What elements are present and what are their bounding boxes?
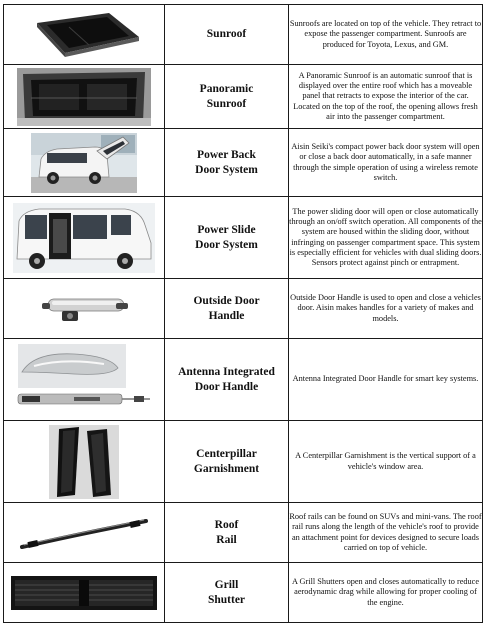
part-name xyxy=(165,129,289,197)
table-row xyxy=(4,563,483,623)
part-description-text: A Grill Shutters open and closes automatically to reduce aerodynamic drag while allowing for proper cooling of the engine. xyxy=(291,577,480,607)
part-description-text: Sunroofs are located on top of the vehicle. They retract to expose the passenger compartment. Sunroofs are produced for Toyota, Lexus, and GM. xyxy=(289,19,482,49)
part-description-text: Outside Door Handle is used to open and close a vehicles door. Aisin makes handles for a variety of makes and models. xyxy=(290,293,481,323)
sunroof-photo-cell xyxy=(4,5,165,65)
part-description-text: Antenna Integrated Door Handle for smart key systems. xyxy=(292,374,479,384)
part-name-line: Rail xyxy=(216,533,237,546)
part-name-line: Shutter xyxy=(207,593,246,606)
outside-door-handle-photo-cell xyxy=(4,279,165,339)
part-description xyxy=(289,65,483,129)
antenna-door-handle-photo-icon xyxy=(14,344,154,416)
part-name-line: Antenna Integrated xyxy=(178,365,275,378)
part-name-line: Roof xyxy=(214,518,239,531)
roof-rail-photo-icon xyxy=(14,513,154,553)
part-name-line: Panoramic xyxy=(199,82,254,95)
part-description xyxy=(289,5,483,65)
part-description-text: Aisin Seiki's compact power back door system will open or close a back door automatically, in a safe manner through the simple operation of using a wireless remote switch. xyxy=(291,141,480,182)
part-name-line: Sunroof xyxy=(206,28,247,40)
parts-table xyxy=(3,4,483,623)
part-name xyxy=(165,65,289,129)
roof-rail-photo-cell xyxy=(4,503,165,563)
part-description xyxy=(289,421,483,503)
table-row xyxy=(4,503,483,563)
part-name-line: Sunroof xyxy=(206,97,247,110)
part-name-line: Handle xyxy=(208,309,245,322)
table-row xyxy=(4,339,483,421)
part-name xyxy=(165,563,289,623)
part-name-line: Centerpillar xyxy=(196,447,257,460)
part-name-line: Door Handle xyxy=(194,380,259,393)
part-description-text: A Centerpillar Garnishment is the vertical support of a vehicle's window area. xyxy=(295,451,476,471)
power-slide-door-photo-cell xyxy=(4,197,165,279)
panoramic-sunroof-photo-icon xyxy=(17,68,151,126)
table-row xyxy=(4,129,483,197)
table-row xyxy=(4,5,483,65)
table-row xyxy=(4,421,483,503)
power-slide-door-photo-icon xyxy=(13,203,155,273)
panoramic-sunroof-photo-cell xyxy=(4,65,165,129)
part-name xyxy=(165,421,289,503)
part-description xyxy=(289,279,483,339)
part-description-text: Roof rails can be found on SUVs and mini-vans. The roof rail runs along the length of the vehicle's roof to provide an attachment point for devices designed to secure loads carried on top of vehicle. xyxy=(289,511,482,552)
table-row xyxy=(4,197,483,279)
part-description xyxy=(289,339,483,421)
part-description xyxy=(289,503,483,563)
centerpillar-garnishment-photo-icon xyxy=(49,425,119,499)
part-description xyxy=(289,129,483,197)
power-back-door-photo-icon xyxy=(31,133,137,193)
part-name-line: Power Back xyxy=(197,148,256,161)
grill-shutter-photo-cell xyxy=(4,563,165,623)
part-description-text: A Panoramic Sunroof is an automatic sunroof that is displayed over the entire roof which has a moveable panel that retracts to expose the interior of the car. Located on the top of the roof, the opening allows fresh air into the passenger compartment. xyxy=(293,70,478,121)
part-name xyxy=(165,5,289,65)
antenna-door-handle-photo-cell xyxy=(4,339,165,421)
part-name-line: Grill xyxy=(214,578,239,591)
part-name-line: Outside Door xyxy=(193,294,260,307)
part-name-line: Garnishment xyxy=(193,462,260,475)
part-name xyxy=(165,339,289,421)
part-name xyxy=(165,279,289,339)
table-row xyxy=(4,65,483,129)
part-name xyxy=(165,197,289,279)
part-name-line: Door System xyxy=(195,163,258,176)
part-description-text: The power sliding door will open or close automatically through an on/off switch operation. All components of the system are housed within the sliding door, without infringing on passenger compartment space. This system is especially efficient for vehicles with dual sliding doors. Sensors protect against pinch or entrapment. xyxy=(289,206,482,268)
grill-shutter-photo-icon xyxy=(9,572,159,614)
part-name-line: Power Slide xyxy=(197,223,256,236)
centerpillar-garnishment-photo-cell xyxy=(4,421,165,503)
power-back-door-photo-cell xyxy=(4,129,165,197)
sunroof-photo-icon xyxy=(9,7,159,63)
part-name xyxy=(165,503,289,563)
part-name-line: Door System xyxy=(195,238,258,251)
part-description xyxy=(289,197,483,279)
outside-door-handle-photo-icon xyxy=(34,289,134,329)
table-row xyxy=(4,279,483,339)
part-description xyxy=(289,563,483,623)
